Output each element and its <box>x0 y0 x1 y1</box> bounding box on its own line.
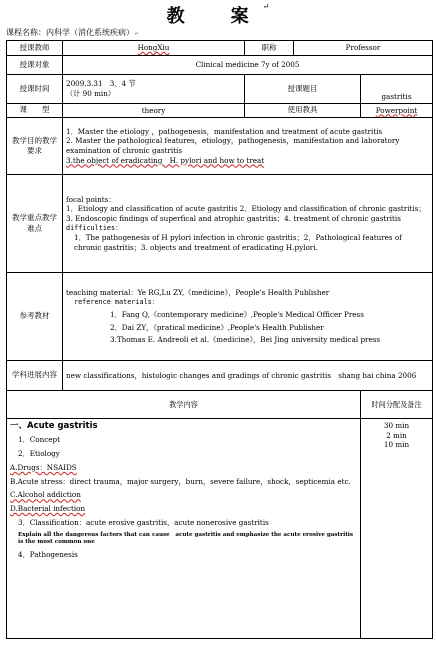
objectives-content <box>63 118 433 175</box>
time-item: 10 min <box>383 440 410 450</box>
small-note: Explain all the dangerous factors that can cause acute gastritis and emphasize the acute erosive gastritis is the most common one <box>18 531 354 546</box>
paragraph-mark: ↵ <box>262 2 270 11</box>
time-item: 2 min <box>386 430 407 440</box>
teacher-value[interactable]: HongXiu <box>63 41 245 56</box>
time-value[interactable]: 2009.3.31 3、4 节 （计 90 min） <box>63 75 245 104</box>
focal-content <box>63 175 433 273</box>
row-focal <box>7 175 433 273</box>
content-line: 2．Etiology <box>18 449 60 459</box>
topic-label: 授课题目 <box>245 75 361 104</box>
objective-item: 1．Master the etiology ，pathogenesis，manifestation and treatment of acute gastritis <box>66 126 383 136</box>
content-body <box>7 419 361 639</box>
row-content-body <box>7 419 433 639</box>
time-allocation <box>361 419 433 639</box>
row-audience <box>7 56 433 75</box>
objectives-label: 教学目的教学要求 <box>7 118 63 175</box>
reference-item: 1．Fang Q,《contemporary medicine》,People's Medical Officer Press <box>110 309 364 319</box>
type-value[interactable]: theory <box>63 104 245 118</box>
reference-item: 3.Thomas E. Andreoli et al.《medicine》，Bei Jing university medical press <box>110 335 381 345</box>
content-line: 4．Pathogenesis <box>18 549 78 559</box>
frontier-text: new classifications，histologic changes and gradings of chronic gastritis shang hai china 2006 <box>63 361 433 391</box>
time-header: 时间分配及备注 <box>361 391 433 419</box>
teacher-label: 授课教师 <box>7 41 63 56</box>
row-teacher <box>7 41 433 56</box>
objective-item: 2. Master the pathological features，etiology，pathogenesis，manifestation and laboratory examination of chronic gastritis <box>66 136 400 155</box>
content-line: 1．Concept <box>18 435 60 445</box>
content-line: D.Bacterial infection <box>10 504 86 514</box>
row-refs <box>7 273 433 361</box>
reference-item: 2．Dai ZY，《pratical medicine》,People's Health Publisher <box>110 322 324 332</box>
objective-item: 3.the object of eradicating H. pylori and how to treat <box>66 155 265 165</box>
focal-title: focal points： <box>66 194 116 204</box>
rank-value[interactable]: Professor <box>294 41 433 56</box>
teaching-material: teaching material：Ye RG,Lu ZY,《medicine》，People's Health Publisher <box>66 287 330 297</box>
time-item: 30 min <box>383 421 410 430</box>
refs-label: 参考教材 <box>7 273 63 361</box>
section-title: 一、Acute gastritis <box>10 421 98 431</box>
content-line: B.Acute stress：direct trauma，major surgery，burn，severe failure，shock，septicemia etc. <box>10 476 351 486</box>
type-label: 课 型 <box>7 104 63 118</box>
audience-value[interactable]: Clinical medicine 7y of 2005 <box>63 56 433 75</box>
refs-content <box>63 273 433 361</box>
row-type <box>7 104 433 118</box>
tool-label: 使用教具 <box>245 104 361 118</box>
frontier-label: 学科进展内容 <box>7 361 63 391</box>
row-objectives <box>7 118 433 175</box>
content-line: 3．Classification：acute erosive gastritis，acute nonerosive gastritis <box>18 517 269 527</box>
difficulties-title: difficulties： <box>66 223 122 232</box>
focal-item: 1．Etiology and classification of acute gastritis 2．Etiology and classification of chronic gastritis；3. Endoscopic findings of superfical and atrophic gastritis；4. treatment of chronic gastritis <box>66 204 426 224</box>
row-time <box>7 75 433 104</box>
reference-title: reference materials： <box>74 297 159 306</box>
page-title: 教 案↵ <box>166 2 270 27</box>
content-line: A.Drugs：NSAIDS <box>10 462 77 472</box>
row-frontier <box>7 361 433 391</box>
audience-label: 授课对象 <box>7 56 63 75</box>
rank-label: 职称 <box>245 41 294 56</box>
row-content-header <box>7 391 433 419</box>
tool-value[interactable]: Powerpoint <box>361 104 433 118</box>
lesson-plan-table <box>6 40 433 639</box>
difficulty-text: 1．The pathogenesis of H pylori infection in chronic gastritis；2．Pathological features of chronic gastritis；3. objects and treatment of eradicating H.pylori. <box>74 232 402 252</box>
time-label: 授课时间 <box>7 75 63 104</box>
focal-label: 教学重点教学难点 <box>7 175 63 273</box>
course-name: 课程名称：内科学（消化系统疾病）↵ <box>6 28 139 37</box>
content-header: 教学内容 <box>7 391 361 419</box>
topic-value[interactable]: gastritis <box>361 75 433 104</box>
content-line: C.Alcohol addiction <box>10 490 81 500</box>
